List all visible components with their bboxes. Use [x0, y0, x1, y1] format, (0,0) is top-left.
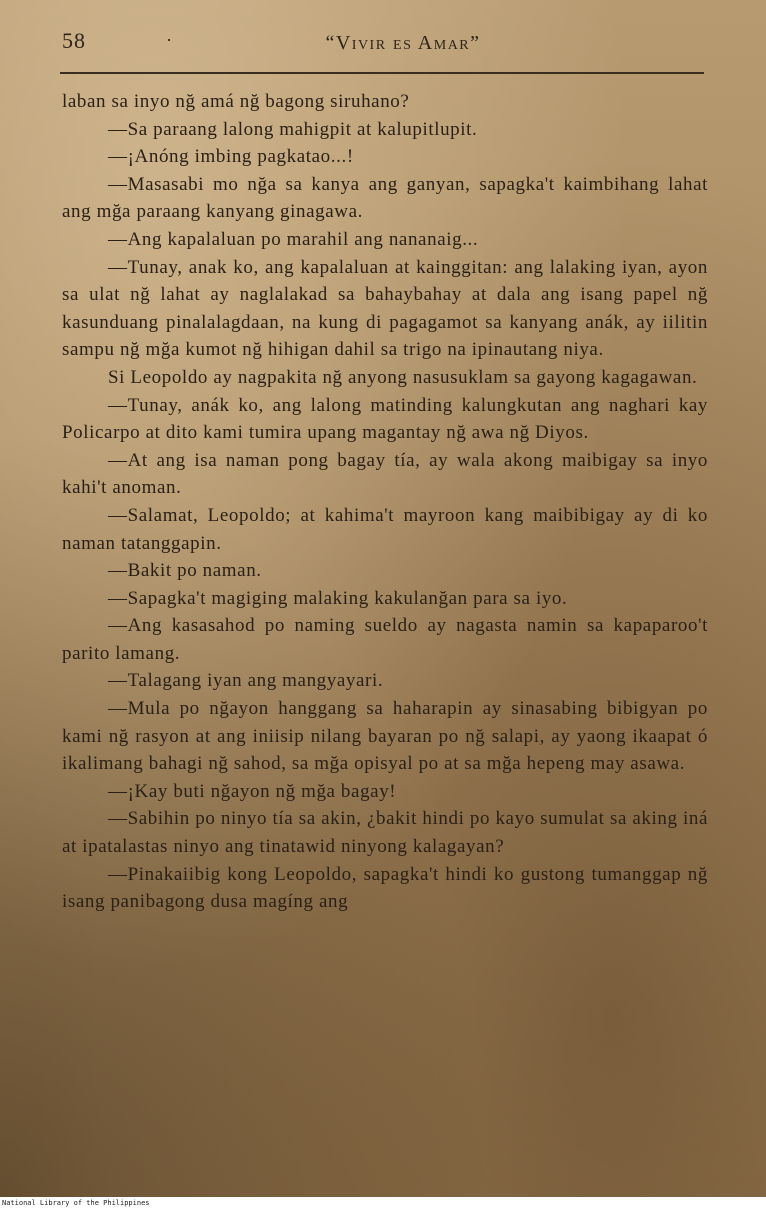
header-rule [60, 72, 704, 74]
running-title: “Vivir es Amar” [325, 32, 481, 54]
paragraph: —Mula po nğayon hanggang sa haharapin ay sinasabing bibigyan po kami nğ rasyon at ang iniisip nilang bayaran po nğ salapi, ay yaong ikaapat ó ikalimang bahagi nğ sahod, sa mğa opisyal po at sa mğa hepeng may asawa. [62, 698, 708, 775]
paragraph: —¡Anóng imbing pagkatao...! [108, 146, 354, 168]
header-ornament: · [166, 30, 172, 50]
library-credit: National Library of the Philippines [2, 1199, 150, 1207]
page-number: 58 [62, 28, 86, 53]
paragraph: —¡Kay buti nğayon nğ mğa bagay! [108, 780, 397, 802]
paragraph: —At ang isa naman pong bagay tía, ay wala akong maibigay sa inyo kahi't anoman. [62, 449, 708, 499]
paragraph: —Salamat, Leopoldo; at kahima't mayroon kang maibibigay ay di ko naman tatanggapin. [62, 504, 708, 554]
paragraph: Si Leopoldo ay nagpakita nğ anyong nasusuklam sa gayong kagagawan. [108, 366, 698, 388]
paragraph: laban sa inyo nğ amá nğ bagong siruhano? [62, 91, 410, 112]
paragraph: —Tunay, anák ko, ang lalong matinding kalungkutan ang naghari kay Policarpo at dito kami tumira upang magantay nğ awa nğ Diyos. [62, 394, 708, 444]
paragraph: —Sa paraang lalong mahigpit at kalupitlupit. [108, 118, 478, 140]
body-text [62, 88, 708, 916]
paragraph: —Sabihin po ninyo tía sa akin, ¿bakit hindi po kayo sumulat sa aking iná at ipatalastas ninyo ang tinatawid ninyong kalagayan? [62, 808, 708, 858]
paragraph: —Masasabi mo nğa sa kanya ang ganyan, sapagka't kaimbihang lahat ang mğa paraang kanyang ginagawa. [62, 173, 708, 223]
paragraph: —Tunay, anak ko, ang kapalaluan at kainggitan: ang lalaking iyan, ayon sa ulat nğ lahat ay naglalakad sa bahaybahay at dala ang isang papel nğ kasunduang pinalalagdaan, na kung di pagagamot sa kanyang anák, ay iilitin sampu nğ mğa kumot nğ hihigan dahil sa trigo na ipinautang niya. [62, 256, 708, 361]
paragraph: —Bakit po naman. [108, 560, 262, 582]
paragraph: —Sapagka't magiging malaking kakulanğan para sa iyo. [108, 587, 568, 609]
paragraph: —Pinakaiibig kong Leopoldo, sapagka't hindi ko gustong tumanggap nğ isang panibagong dusa magíng ang [62, 863, 708, 913]
paragraph: —Talagang iyan ang mangyayari. [108, 670, 384, 692]
paragraph: —Ang kasasahod po naming sueldo ay nagasta namin sa kapaparoo't parito lamang. [62, 615, 708, 664]
paragraph: —Ang kapalaluan po marahil ang nananaig... [108, 228, 479, 250]
page-header [62, 28, 704, 68]
